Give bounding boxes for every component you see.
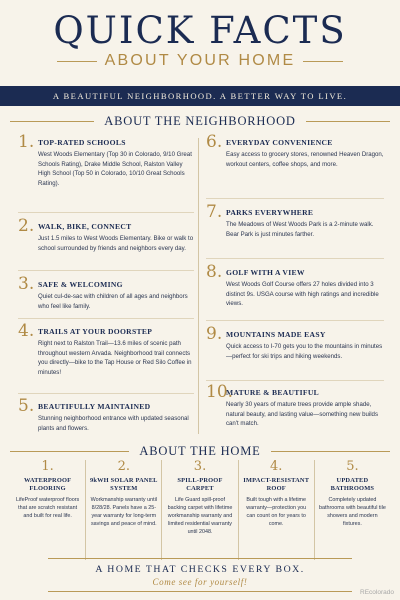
fact-title: TRAILS AT YOUR DOORSTEP [38,327,153,336]
column-divider [198,138,199,434]
neighborhood-heading-text: ABOUT THE NEIGHBORHOOD [104,114,296,128]
feature-text: Life Guard spill-proof backing carpet with lifetime workmanship warranty and limited residential warranty until 2048. [167,497,233,535]
footer-tagline: Come see for yourself! [152,577,248,587]
fact-separator [206,258,384,259]
home-heading-text: ABOUT THE HOME [139,444,261,458]
fact-number: 9. [206,324,223,344]
fact-text: West Woods Golf Course offers 27 holes divided into 3 distinct 9s. USGA course with high ratings and incredible views. [226,281,379,308]
fact-text: Quiet cul-de-sac with children of all ages and neighbors who feel like family. [38,293,188,310]
tagline-banner: A BEAUTIFUL NEIGHBORHOOD. A BETTER WAY TO LIVE. [0,86,400,106]
heading-rule-left [10,121,94,122]
subtitle-row [0,52,400,70]
fact-number: 7. [206,202,223,222]
page-subtitle: ABOUT YOUR HOME [104,52,296,69]
fact-separator [18,393,194,394]
fact-separator [206,380,384,381]
fact-text: The Meadows of West Woods Park is a 2-minute walk. Bear Park is just minutes farther. [226,221,374,238]
home-feature [162,460,238,560]
subtitle-rule-right [303,61,343,62]
feature-title: WATERPROOF FLOORING [23,477,72,492]
home-feature [10,460,86,560]
neighborhood-heading [0,114,400,129]
feature-number: 1. [41,459,54,474]
header [0,0,400,84]
feature-text: Workmanship warranty until 8/28/28. Panels have a 25-year warranty for long-term savings and peace of mind. [90,497,158,527]
feature-number: 3. [193,459,207,474]
fact-title: TOP-RATED SCHOOLS [38,138,126,147]
fact-number: 4. [18,321,35,341]
fact-text: West Woods Elementary (Top 30 in Colorado, 9/10 Great Schools Rating), Drake Middle School, Ralston Valley High School (Top 50 in Colorado, 10/10 Great Schools Rating). [38,151,192,187]
feature-text: Built tough with a lifetime warranty—protection you can count on for years to come. [246,497,307,527]
heading-rule-right [271,451,390,452]
fact-title: MOUNTAINS MADE EASY [226,330,326,339]
page-title: QUICK FACTS [53,9,347,52]
fact-title: BEAUTIFULLY MAINTAINED [38,402,151,411]
fact-separator [18,270,194,271]
fact-title: GOLF WITH A VIEW [226,268,305,277]
fact-item [18,134,194,206]
fact-title: PARKS EVERYWHERE [226,208,314,217]
fact-title: SAFE & WELCOMING [38,280,123,289]
fact-text: Easy access to grocery stores, renowned Heaven Dragon, workout centers, coffee shops, and more. [226,151,384,168]
fact-number: 5. [18,396,35,416]
watermark: REcolorado [360,589,394,596]
fact-separator [18,212,194,213]
fact-separator [206,320,384,321]
fact-separator [206,198,384,199]
feature-text: LifeProof waterproof floors that are scratch resistant and built for real life. [15,497,80,519]
fact-title: EVERYDAY CONVENIENCE [226,138,333,147]
fact-separator [18,318,194,319]
fact-text: Right next to Ralston Trail—13.6 miles of scenic path throughout western Arvada. Neighborhood trail connects you directly—bike to the Tap House or Red Silo Coffee in minutes! [38,340,192,376]
fact-number: 3. [18,274,35,294]
home-features-row [10,460,390,560]
home-feature [239,460,315,560]
heading-rule-right [306,121,390,122]
footer-callout [48,558,352,592]
feature-title: IMPACT-RESISTANT ROOF [243,477,310,492]
feature-number: 4. [270,459,283,474]
subtitle-rule-left [57,61,97,62]
fact-title: WALK, BIKE, CONNECT [38,222,132,231]
fact-title: MATURE & BEAUTIFUL [226,388,320,397]
feature-title: UPDATED BATHROOMS [330,477,375,492]
home-feature [86,460,162,560]
fact-text: Stunning neighborhood entrance with updated seasonal plants and flowers. [38,415,189,432]
fact-number: 8. [206,262,223,282]
heading-rule-left [10,451,129,452]
fact-number: 2. [18,216,35,236]
feature-number: 5. [346,459,359,474]
feature-title: 9kWH SOLAR PANEL SYSTEM [89,477,158,492]
home-heading [0,444,400,459]
fact-number: 1. [18,132,35,152]
feature-number: 2. [117,459,130,474]
home-feature [315,460,390,560]
footer-headline: A HOME THAT CHECKS EVERY BOX. [95,564,305,575]
feature-title: SPILL-PROOF CARPET [177,477,223,492]
fact-text: Nearly 30 years of mature trees provide ample shade, natural beauty, and lasting value—something new builds can't match. [226,401,378,428]
fact-text: Just 1.5 miles to West Woods Elementary. Bike or walk to school surrounded by friends and neighbors every day. [38,235,194,252]
feature-text: Completely updated bathrooms with beautiful tile showers and modern fixtures. [319,497,386,527]
fact-text: Quick access to I-70 gets you to the mountains in minutes—perfect for ski trips and hiking weekends. [226,343,383,360]
fact-number: 6. [206,132,223,152]
fact-number: 10. [206,382,234,402]
